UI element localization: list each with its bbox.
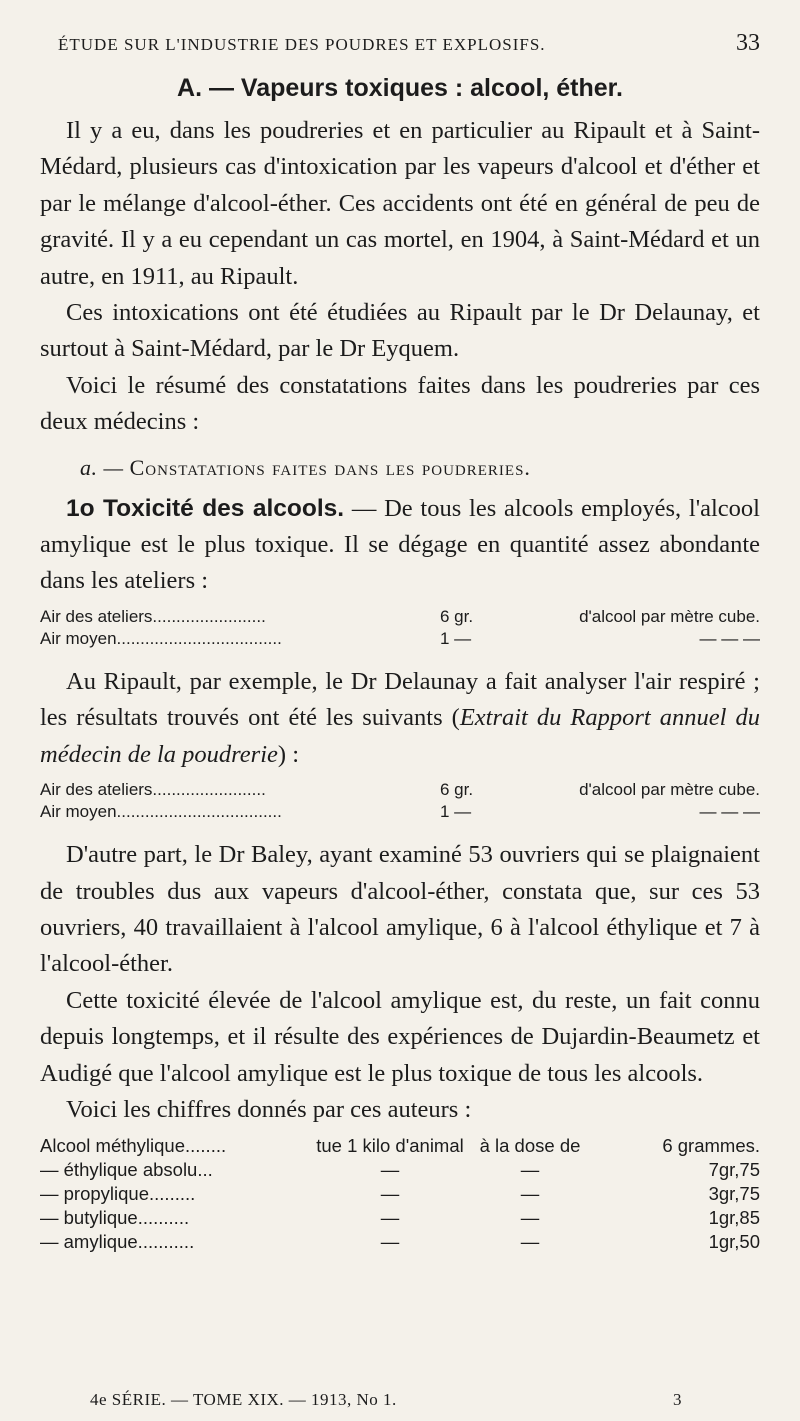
table-cell-value: 1 — <box>440 628 472 648</box>
table-row <box>40 606 760 628</box>
footer-signature: 3 <box>673 1390 682 1409</box>
paragraph-2: Ces intoxications ont été étudiées au Ripault par le Dr Delaunay, et surtout à Saint-Médard, par le Dr Eyquem. <box>40 299 760 363</box>
paragraph-5-end: ) : <box>277 740 299 768</box>
air-table-1 <box>40 606 760 650</box>
table-cell-name: Alcool méthylique........ <box>40 1135 227 1157</box>
table-row <box>40 1134 760 1158</box>
paragraph-5-italic: Extrait du Rapport annuel du médecin de la poudrerie <box>40 704 760 768</box>
table-cell-label: Air des ateliers........................ <box>40 606 266 626</box>
table-cell-dose: 1gr,50 <box>708 1231 760 1253</box>
table-cell-rest: — — — <box>699 628 760 648</box>
table-row <box>40 628 760 650</box>
paragraph-4 <box>40 491 760 600</box>
table-cell-value: 6 gr. <box>440 606 474 626</box>
table-cell-dose-label: — <box>520 1231 540 1253</box>
table-row <box>40 779 760 801</box>
table-cell-name: — propylique......... <box>40 1183 196 1205</box>
table-cell-dose-label: — <box>520 1159 540 1181</box>
paragraph-3: Voici le résumé des constatations faites dans les poudreries par ces deux médecins : <box>40 371 760 436</box>
table-cell-label: Air moyen................................... <box>40 802 282 822</box>
table-cell-dose-label: — <box>520 1183 540 1205</box>
table-cell-rest: d'alcool par mètre cube. <box>579 780 760 800</box>
table-cell-dose: 6 grammes. <box>662 1135 760 1157</box>
page-number: 33 <box>736 30 760 56</box>
paragraph-4-lead: 1o Toxicité des alcools. <box>66 494 345 522</box>
table-cell-effect: — <box>380 1231 400 1253</box>
table-row <box>40 801 760 823</box>
air-table-2 <box>40 779 760 823</box>
footer-series: 4e SÉRIE. — TOME XIX. — 1913, No 1. <box>90 1390 397 1409</box>
table-cell-rest: — — — <box>699 802 760 822</box>
table-cell-effect: — <box>380 1183 400 1205</box>
toxicity-table <box>40 1134 760 1254</box>
table-cell-effect: tue 1 kilo d'animal <box>316 1135 464 1157</box>
table-cell-name: — amylique........... <box>40 1231 195 1253</box>
sub-heading-text: Constatations faites dans les poudreries. <box>129 454 531 480</box>
table-cell-name: — éthylique absolu... <box>40 1159 213 1181</box>
section-heading: A. — Vapeurs toxiques : alcool, éther. <box>177 74 623 102</box>
sub-heading-letter: a. — <box>80 454 124 480</box>
running-title: ÉTUDE SUR L'INDUSTRIE DES POUDRES ET EXPLOSIFS. <box>58 35 546 54</box>
table-cell-name: — butylique.......... <box>40 1207 190 1229</box>
paragraph-5-start: Au Ripault, par exemple, le Dr Delaunay a fait analyser l'air respiré ; les résultats trouvés ont été les suivants ( <box>40 667 760 732</box>
table-cell-value: 1 — <box>440 802 472 822</box>
paragraph-1: Il y a eu, dans les poudreries et en particulier au Ripault et à Saint-Médard, plusieurs cas d'intoxication par les vapeurs d'alcool et d'éther et par le mélange d'alcool-éther. Ces accidents ont été en général de peu de gravité. Il y a eu cependant un cas mortel, en 1904, à Saint-Médard et un autre, en 1911, au Ripault. <box>40 117 760 290</box>
table-row <box>40 1230 760 1254</box>
table-cell-label: Air des ateliers........................ <box>40 780 266 800</box>
page-footer <box>90 1390 682 1410</box>
table-row <box>40 1206 760 1230</box>
table-row <box>40 1158 760 1182</box>
table-cell-label: Air moyen................................... <box>40 628 282 648</box>
table-cell-dose: 7gr,75 <box>708 1159 760 1181</box>
table-row <box>40 1182 760 1206</box>
paragraph-7: Cette toxicité élevée de l'alcool amylique est, du reste, un fait connu depuis longtemps, et il résulte des expériences de Dujardin-Beaumetz et Audigé que l'alcool amylique est le plus toxique de tous les alcools. <box>40 986 760 1087</box>
table-cell-dose-label: — <box>520 1207 540 1229</box>
sub-heading <box>40 455 760 481</box>
table-cell-dose: 3gr,75 <box>708 1183 760 1205</box>
table-cell-effect: — <box>380 1207 400 1229</box>
table-cell-value: 6 gr. <box>440 780 474 800</box>
table-cell-rest: d'alcool par mètre cube. <box>579 606 760 626</box>
paragraph-6: D'autre part, le Dr Baley, ayant examiné 53 ouvriers qui se plaignaient de troubles dus aux vapeurs d'alcool-éther, constata que, sur ces 53 ouvriers, 40 travaillaient à l'alcool amylique, 6 à l'alcool éthylique et 7 à l'alcool-éther. <box>40 841 760 978</box>
paragraph-5 <box>40 664 760 773</box>
paragraph-4-rest: — De tous les alcools employés, l'alcool amylique est le plus toxique. Il se dégage en quantité assez abondante dans les ateliers : <box>40 494 760 595</box>
paragraph-8: Voici les chiffres donnés par ces auteurs : <box>66 1095 472 1123</box>
table-cell-dose: 1gr,85 <box>708 1207 760 1229</box>
table-cell-effect: — <box>380 1159 400 1181</box>
running-head <box>58 30 760 66</box>
table-cell-dose-label: à la dose de <box>479 1135 581 1157</box>
